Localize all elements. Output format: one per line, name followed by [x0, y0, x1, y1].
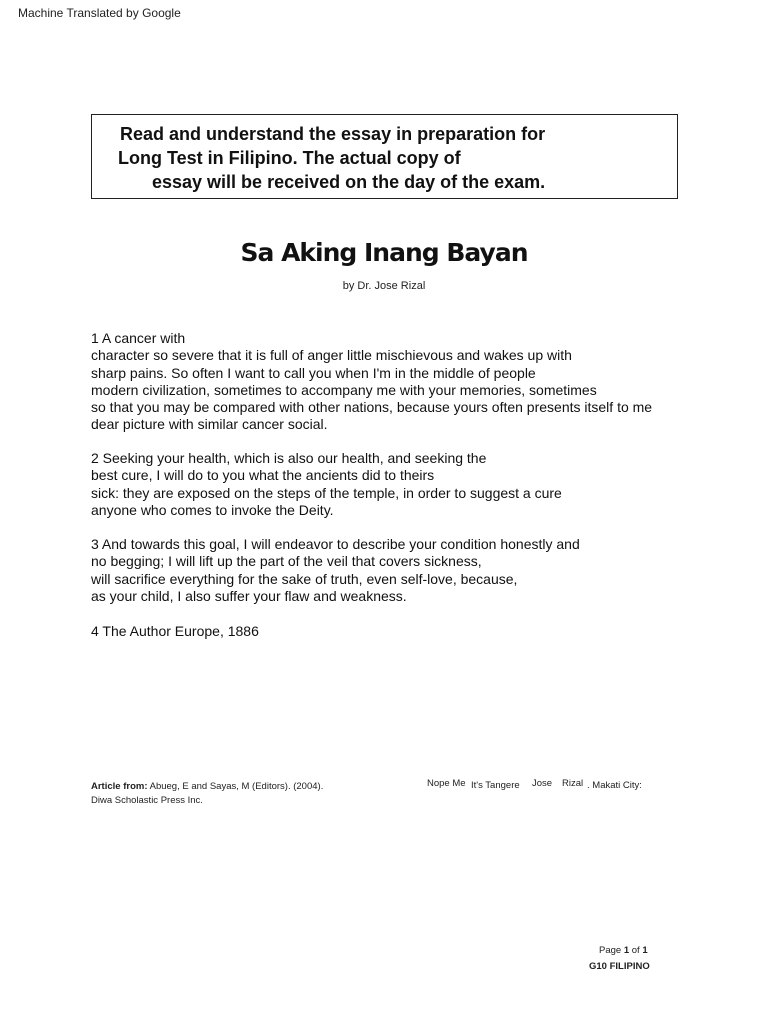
paragraph-line: 3 And towards this goal, I will endeavor to describe your condition honestly and — [91, 536, 580, 552]
paragraph-line: so that you may be compared with other nations, because yours often presents itself to me — [91, 399, 653, 416]
essay-paragraph-2 — [91, 450, 711, 519]
citation-fragment: It's Tangere — [471, 780, 520, 791]
page-total: 1 — [642, 945, 648, 956]
paragraph-line: sick: they are exposed on the steps of the temple, in order to suggest a cure — [91, 484, 562, 501]
citation-label: Article from: — [91, 781, 148, 792]
essay-title: Sa Aking Inang Bayan — [240, 238, 528, 267]
page-label: Page — [599, 945, 622, 956]
citation-fragment: Rizal — [562, 778, 584, 789]
instruction-line: essay will be received on the day of the exam. — [152, 172, 546, 192]
paragraph-line: anyone who comes to invoke the Deity. — [91, 501, 334, 518]
instruction-line: Long Test in Filipino. The actual copy of — [118, 148, 461, 168]
paragraph-line: character so severe that it is full of anger little mischievous and wakes up with — [91, 347, 572, 364]
paragraph-line: no begging; I will lift up the part of the veil that covers sickness, — [91, 553, 482, 570]
instruction-box — [91, 114, 678, 199]
paragraph-line: modern civilization, sometimes to accompany me with your memories, sometimes — [91, 381, 597, 398]
paragraph-line: best cure, I will do to you what the ancients did to theirs — [91, 467, 435, 484]
essay-byline: by Dr. Jose Rizal — [342, 280, 426, 292]
paragraph-line: sharp pains. So often I want to call you when I'm in the middle of people — [91, 364, 536, 381]
citation-fragment: . Makati City: — [587, 780, 642, 791]
page-indicator — [599, 945, 648, 956]
page-number: 1 — [623, 945, 630, 956]
paragraph-line: 2 Seeking your health, which is also our health, and seeking the — [91, 450, 487, 466]
page-of: of — [631, 945, 640, 956]
essay-paragraph-3 — [91, 536, 711, 605]
paragraph-line: will sacrifice everything for the sake of truth, even self-love, because, — [91, 570, 518, 587]
course-label: G10 FILIPINO — [589, 961, 650, 972]
paragraph-line: dear picture with similar cancer social. — [91, 416, 328, 433]
essay-paragraph-4 — [91, 623, 711, 640]
citation-fragment: Jose — [532, 778, 553, 789]
essay-paragraph-1 — [91, 330, 711, 434]
citation-fragment: Nope Me — [427, 778, 466, 789]
citation-publisher: Diwa Scholastic Press Inc. — [91, 795, 203, 806]
paragraph-line: as your child, I also suffer your flaw and weakness. — [91, 587, 407, 604]
paragraph-line: 4 The Author Europe, 1886 — [91, 623, 259, 639]
paragraph-line: 1 A cancer with — [91, 330, 186, 346]
citation-source — [91, 781, 323, 792]
citation-editors: Abueg, E and Sayas, M (Editors). (2004). — [149, 781, 324, 792]
instruction-line: Read and understand the essay in preparation for — [120, 124, 546, 144]
machine-translation-note: Machine Translated by Google — [18, 6, 181, 20]
